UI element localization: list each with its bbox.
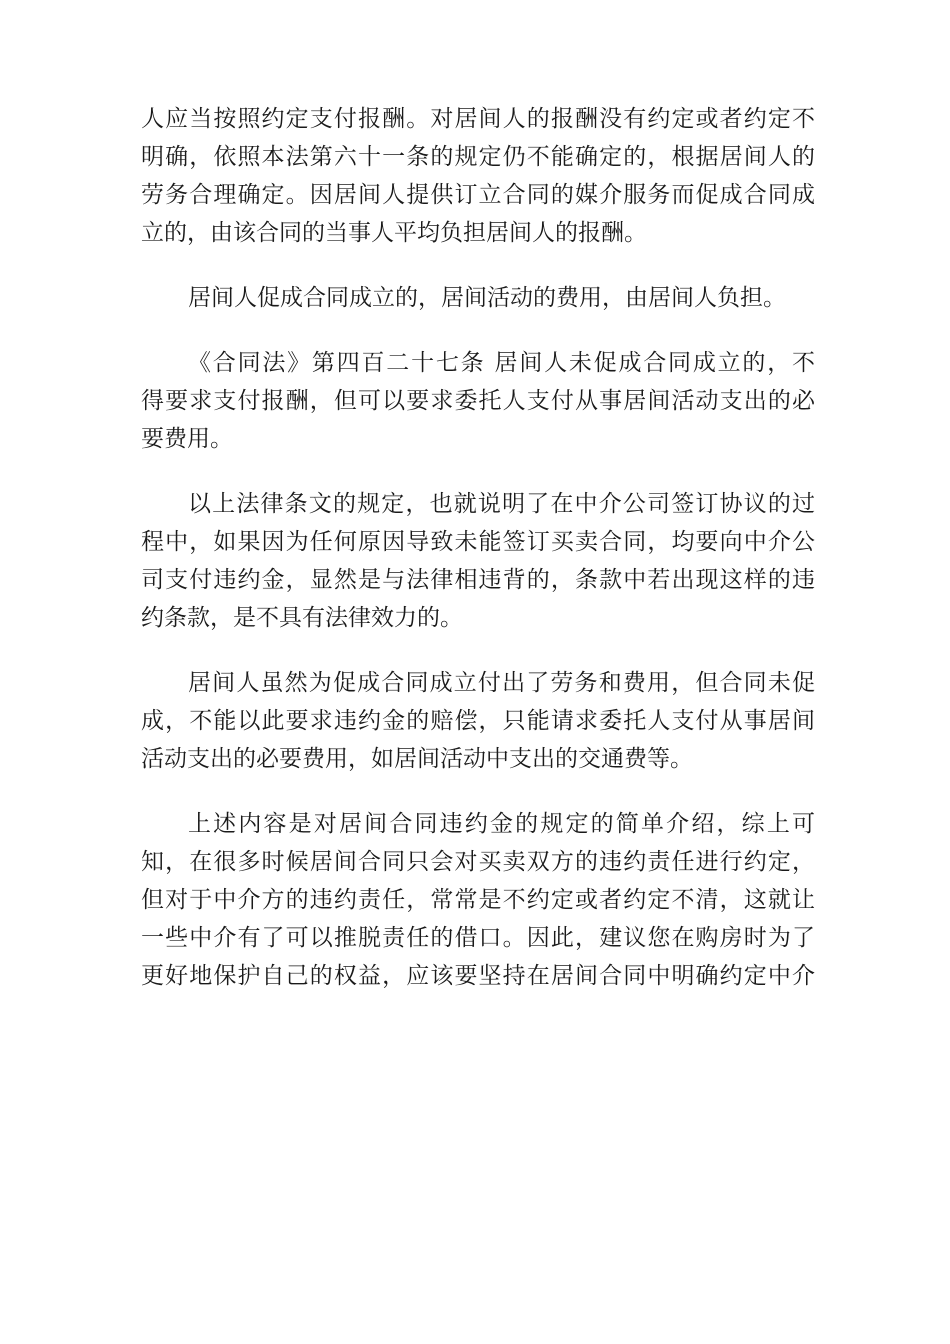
paragraph-5 [141,664,815,778]
text-line: 活动支出的必要费用，如居间活动中支出的交通费等。 [141,746,693,772]
text-line: 一些中介有了可以推脱责任的借口。因此，建议您在购房时为了 [141,925,815,951]
text-line: 要费用。 [141,426,233,452]
text-line: 知，在很多时候居间合同只会对买卖双方的违约责任进行约定， [141,849,815,875]
text-line: 成，不能以此要求违约金的赔偿，只能请求委托人支付从事居间 [141,708,815,734]
paragraph-2 [141,279,815,317]
text-line: 司支付违约金，显然是与法律相违背的，条款中若出现这样的违 [141,567,815,593]
text-line: 约条款，是不具有法律效力的。 [141,605,463,631]
text-line: 程中，如果因为任何原因导致未能签订买卖合同，均要向中介公 [141,529,815,555]
text-line: 人应当按照约定支付报酬。对居间人的报酬没有约定或者约定不 [141,106,815,132]
paragraph-3 [141,344,815,458]
text-line: 以上法律条文的规定，也就说明了在中介公司签订协议的过 [188,491,815,517]
text-line: 居间人促成合同成立的，居间活动的费用，由居间人负担。 [188,285,786,311]
paragraph-4 [141,485,815,637]
text-line: 居间人虽然为促成合同成立付出了劳务和费用，但合同未促 [188,670,815,696]
text-line: 明确，依照本法第六十一条的规定仍不能确定的，根据居间人的 [141,144,815,170]
text-line: 劳务合理确定。因居间人提供订立合同的媒介服务而促成合同成 [141,182,815,208]
document-body [141,100,815,995]
text-line: 立的，由该合同的当事人平均负担居间人的报酬。 [141,220,647,246]
text-line: 但对于中介方的违约责任，常常是不约定或者约定不清，这就让 [141,887,815,913]
text-line: 《合同法》第四百二十七条 居间人未促成合同成立的，不 [188,350,815,376]
text-line: 上述内容是对居间合同违约金的规定的简单介绍，综上可 [188,811,815,837]
text-line: 更好地保护自己的权益，应该要坚持在居间合同中明确约定中介 [141,963,815,989]
paragraph-1 [141,100,815,252]
paragraph-6 [141,805,815,995]
text-line: 得要求支付报酬，但可以要求委托人支付从事居间活动支出的必 [141,388,815,414]
